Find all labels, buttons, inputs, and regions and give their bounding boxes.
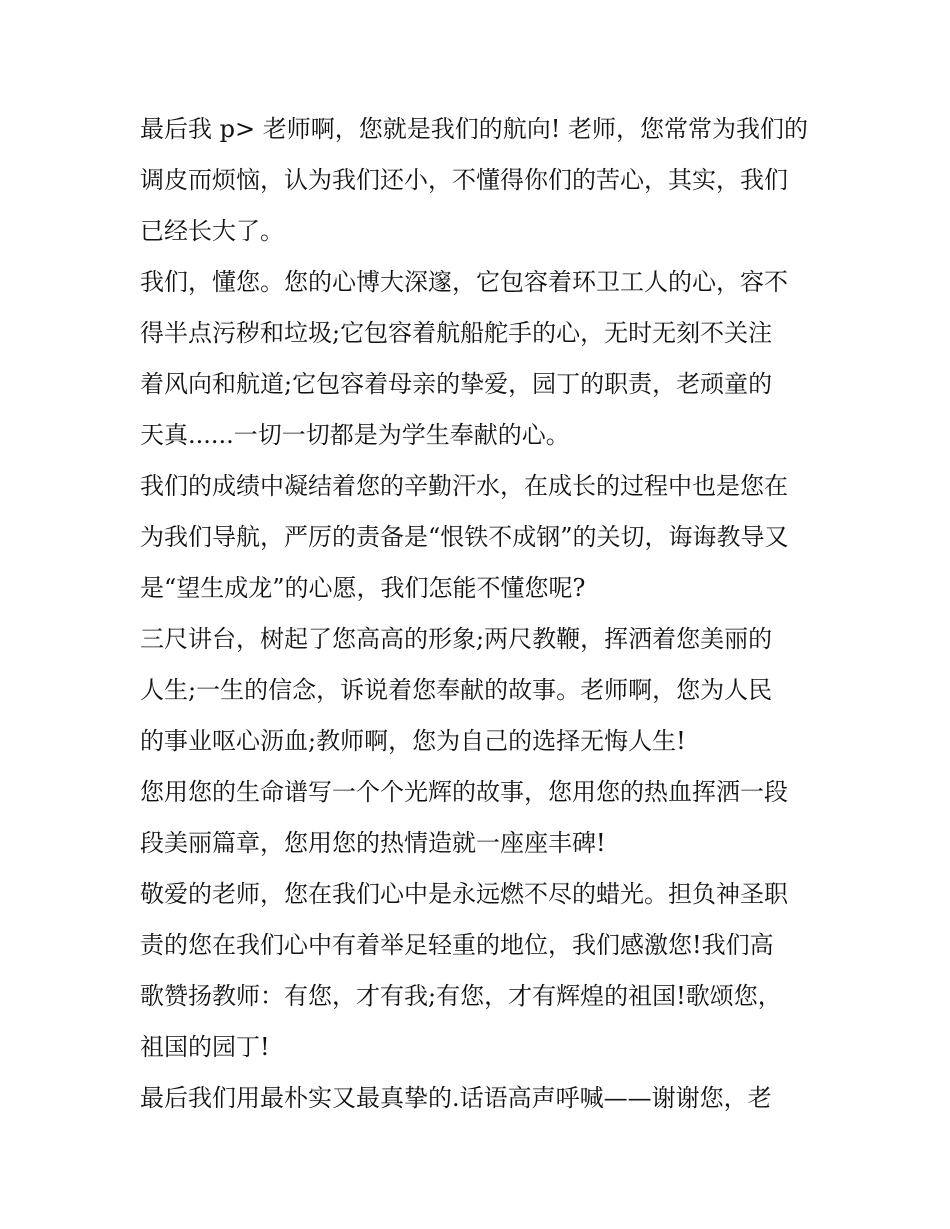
text-line: 我们的成绩中凝结着您的辛勤汗水，在成长的过程中也是您在 bbox=[140, 472, 788, 500]
text-line: 人生;一生的信念，诉说着您奉献的故事。老师啊，您为人民 bbox=[140, 676, 773, 704]
text-line: 最后我 p> 老师啊，您就是我们的航向! 老师，您常常为我们的 bbox=[140, 115, 809, 143]
text-line: 得半点污秽和垃圾;它包容着航船舵手的心，无时无刻不关注 bbox=[140, 319, 773, 347]
document-body bbox=[140, 104, 820, 1124]
text-line: 您用您的生命谱写一个个光辉的故事，您用您的热血挥洒一段 bbox=[140, 778, 788, 806]
text-line: 三尺讲台，树起了您高高的形象;两尺教鞭，挥洒着您美丽的 bbox=[140, 625, 773, 653]
text-line: 的事业呕心沥血;教师啊，您为自己的选择无悔人生! bbox=[140, 727, 686, 755]
text-line: 着风向和航道;它包容着母亲的挚爱，园丁的职责，老顽童的 bbox=[140, 370, 773, 398]
text-line: 天真......一切一切都是为学生奉献的心。 bbox=[140, 421, 570, 449]
text-line: 是“望生成龙”的心愿，我们怎能不懂您呢? bbox=[140, 574, 586, 602]
text-line: 最后我们用最朴实又最真挚的.话语高声呼喊——谢谢您，老 bbox=[140, 1084, 772, 1112]
text-line: 我们，懂您。您的心博大深邃，它包容着环卫工人的心，容不 bbox=[140, 268, 788, 296]
text-line: 为我们导航，严厉的责备是“恨铁不成钢”的关切，诲诲教导又 bbox=[140, 523, 789, 551]
text-line: 已经长大了。 bbox=[140, 217, 284, 245]
text-line: 祖国的园丁! bbox=[140, 1033, 270, 1061]
text-line: 敬爱的老师，您在我们心中是永远燃不尽的蜡光。担负神圣职 bbox=[140, 880, 788, 908]
text-line: 段美丽篇章，您用您的热情造就一座座丰碑! bbox=[140, 829, 606, 857]
text-line: 责的您在我们心中有着举足轻重的地位，我们感激您!我们高 bbox=[140, 931, 774, 959]
text-line: 调皮而烦恼，认为我们还小，不懂得你们的苦心，其实，我们 bbox=[140, 166, 788, 194]
text-line: 歌赞扬教师：有您，才有我;有您，才有辉煌的祖国!歌颂您， bbox=[140, 982, 782, 1010]
